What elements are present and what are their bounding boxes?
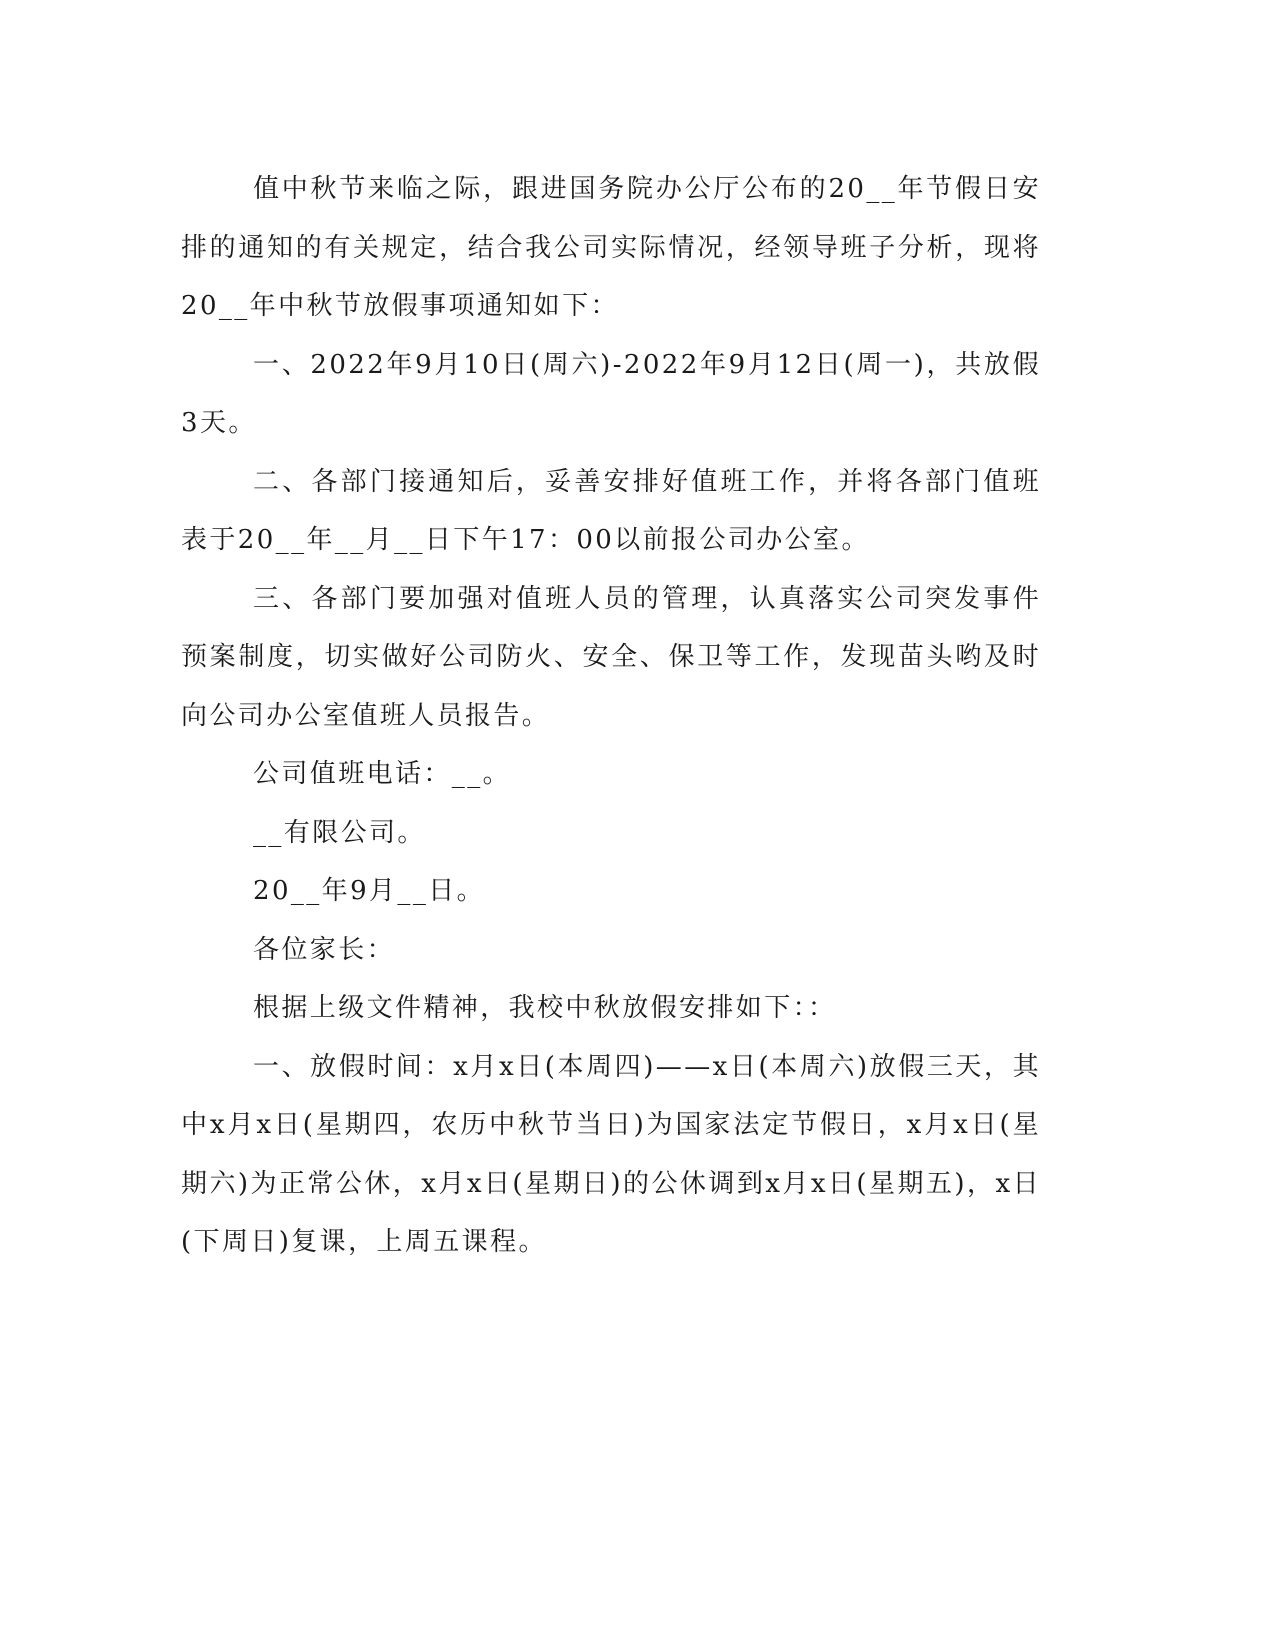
- paragraph-school-intro: 根据上级文件精神，我校中秋放假安排如下：：: [253, 993, 837, 1023]
- document-body: [181, 160, 1041, 1272]
- paragraph-item-2-duty: 二、各部门接通知后，妥善安排好值班工作，并将各部门值班表于20__年__月__日下午17：00以前报公司办公室。: [181, 466, 1041, 555]
- paragraph-intro: 值中秋节来临之际，跟进国务院办公厅公布的20__年节假日安排的通知的有关规定，结合我公司实际情况，经领导班子分析，现将20__年中秋节放假事项通知如下：: [181, 174, 1041, 321]
- paragraph-item-3-management: 三、各部门要加强对值班人员的管理，认真落实公司突发事件预案制度，切实做好公司防火、安全、保卫等工作，发现苗头哟及时向公司办公室值班人员报告。: [181, 583, 1041, 731]
- paragraph-duty-phone: 公司值班电话：__。: [253, 759, 512, 789]
- paragraph-company-name: __有限公司。: [253, 817, 426, 848]
- paragraph-date: 20__年9月__日。: [253, 876, 486, 906]
- paragraph-item-1-dates: 一、2022年9月10日(周六)-2022年9月12日(周一)，共放假3天。: [181, 349, 1041, 438]
- paragraph-holiday-time: 一、放假时间：x月x日(本周四)——x日(本周六)放假三天，其中x月x日(星期四，农历中秋节当日)为国家法定节假日，x月x日(星期六)为正常公休，x月x日(星期日)的公休调到x月x日(星期五)，x日(下周日)复课，上周五课程。: [181, 1051, 1041, 1257]
- paragraph-salutation: 各位家长：: [253, 934, 396, 965]
